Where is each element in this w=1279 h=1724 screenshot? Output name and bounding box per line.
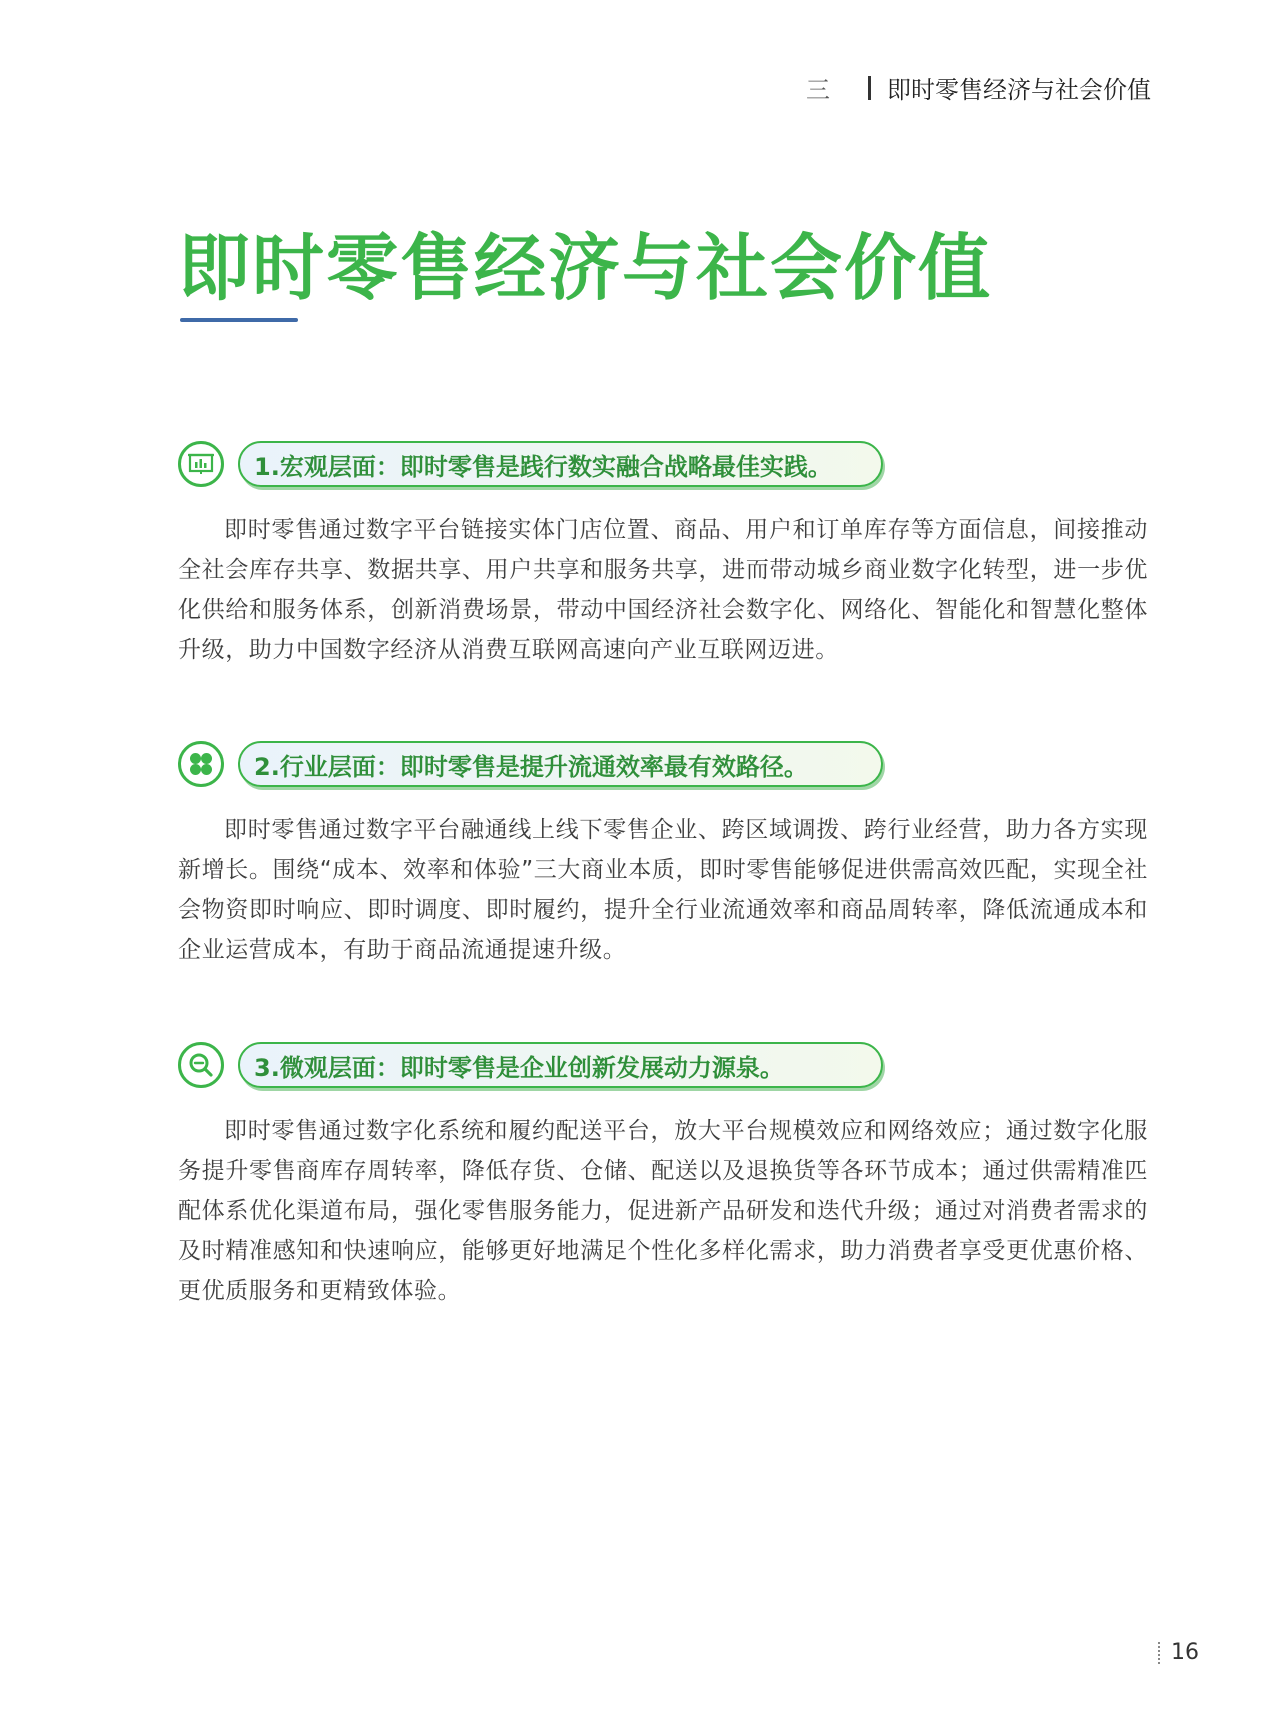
section-body: 即时零售通过数字化系统和履约配送平台，放大平台规模效应和网络效应；通过数字化服务提升零售商库存周转率，降低存货、仓储、配送以及退换货等各环节成本；通过供需精准匹配体系优化渠道布局，强化零售服务能力，促进新产品研发和迭代升级；通过对消费者需求的及时精准感知和快速响应，能够更好地满足个性化多样化需求，助力消费者享受更优惠价格、更优质服务和更精致体验。	[178, 1118, 1148, 1304]
section-industry	[178, 736, 1148, 970]
header-title: 即时零售经济与社会价值	[887, 76, 1151, 104]
page-number-divider	[1158, 1642, 1161, 1664]
header-divider	[868, 76, 871, 100]
running-header	[806, 70, 1151, 105]
magnifier-icon	[178, 1042, 224, 1088]
page-number	[1158, 1640, 1199, 1665]
section-body: 即时零售通过数字平台融通线上线下零售企业、跨区域调拨、跨行业经营，助力各方实现新增长。围绕“成本、效率和体验”三大商业本质，即时零售能够促进供需高效匹配，实现全社会物资即时响应、即时调度、即时履约，提升全行业流通效率和商品周转率，降低流通成本和企业运营成本，有助于商品流通提速升级。	[178, 817, 1148, 963]
section-heading-row	[178, 736, 1148, 792]
chart-board-icon	[178, 441, 224, 487]
section-heading: 2.行业层面：即时零售是提升流通效率最有效路径。	[238, 741, 883, 787]
page-number-text: 16	[1171, 1640, 1199, 1665]
section-micro	[178, 1037, 1148, 1311]
section-heading: 3.微观层面：即时零售是企业创新发展动力源泉。	[238, 1042, 883, 1088]
section-body: 即时零售通过数字平台链接实体门店位置、商品、用户和订单库存等方面信息，间接推动全社会库存共享、数据共享、用户共享和服务共享，进而带动城乡商业数字化转型，进一步优化供给和服务体系，创新消费场景，带动中国经济社会数字化、网络化、智能化和智慧化整体升级，助力中国数字经济从消费互联网高速向产业互联网迈进。	[178, 517, 1148, 663]
four-dots-icon	[178, 741, 224, 787]
section-heading-row	[178, 1037, 1148, 1093]
section-heading-row	[178, 436, 1148, 492]
section-macro	[178, 436, 1148, 670]
page-title: 即时零售经济与社会价值	[178, 226, 993, 310]
section-heading: 1.宏观层面：即时零售是践行数实融合战略最佳实践。	[238, 441, 883, 487]
title-underline	[180, 318, 298, 322]
chapter-number: 三	[806, 76, 832, 104]
